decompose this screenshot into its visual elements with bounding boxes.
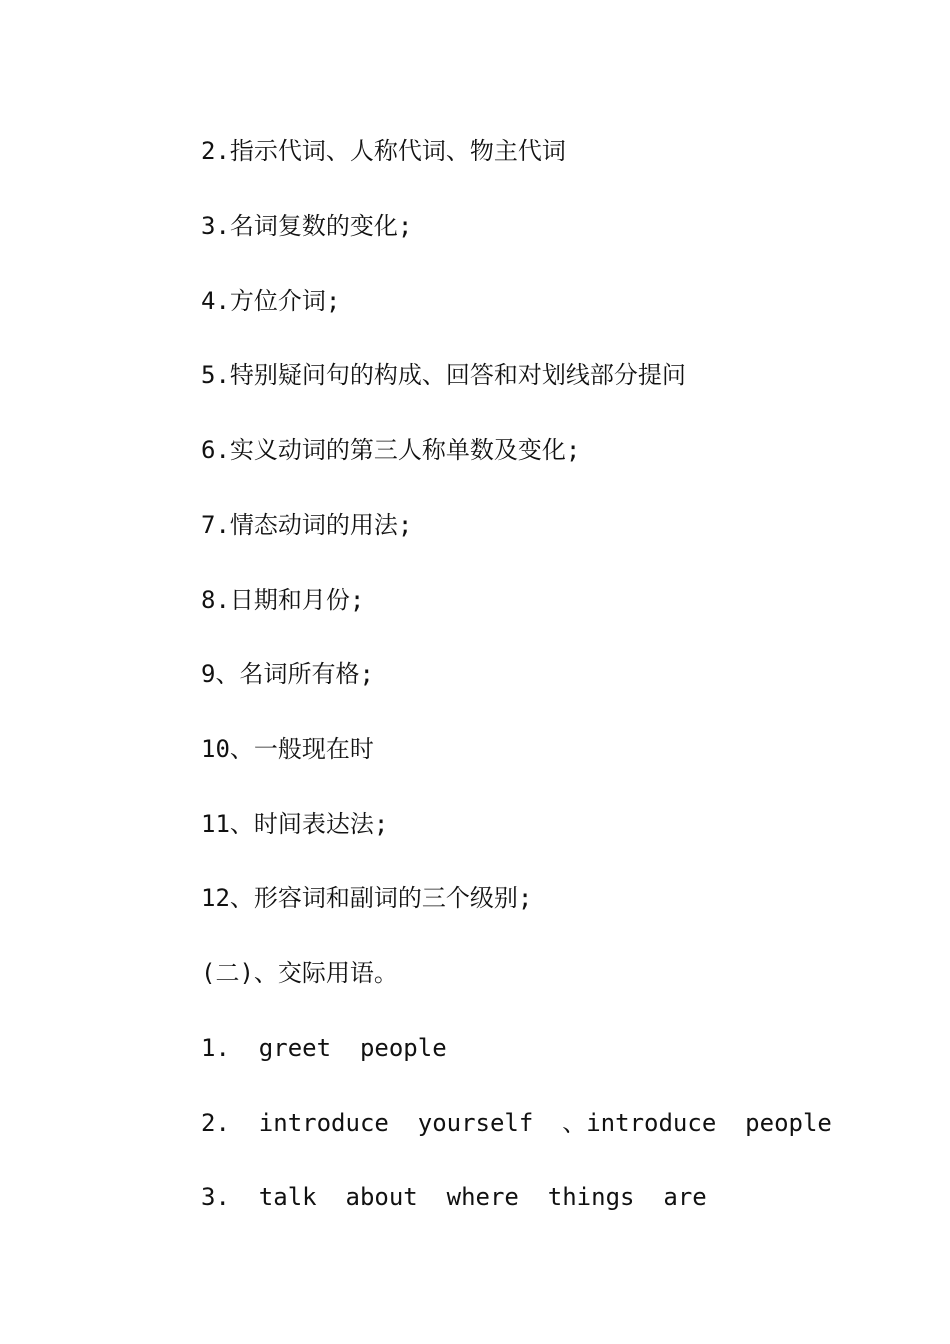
grammar-item-10: 10、一般现在时 [201, 735, 374, 763]
grammar-item-4: 4.方位介词; [201, 287, 341, 315]
grammar-item-8: 8.日期和月份; [201, 586, 365, 614]
communication-item-3: 3. talk about where things are [201, 1183, 707, 1211]
grammar-item-11: 11、时间表达法; [201, 810, 389, 838]
communication-item-1: 1. greet people [201, 1034, 447, 1062]
section-heading-communication: (二)、交际用语。 [201, 959, 398, 987]
grammar-item-12: 12、形容词和副词的三个级别; [201, 884, 533, 912]
grammar-item-7: 7.情态动词的用法; [201, 511, 413, 539]
grammar-item-9: 9、名词所有格; [201, 660, 374, 688]
grammar-item-2: 2.指示代词、人称代词、物主代词 [201, 137, 566, 165]
communication-item-2: 2. introduce yourself 、introduce people [201, 1109, 832, 1137]
grammar-item-5: 5.特别疑问句的构成、回答和对划线部分提问 [201, 361, 686, 389]
grammar-item-6: 6.实义动词的第三人称单数及变化; [201, 436, 581, 464]
grammar-item-3: 3.名词复数的变化; [201, 212, 413, 240]
